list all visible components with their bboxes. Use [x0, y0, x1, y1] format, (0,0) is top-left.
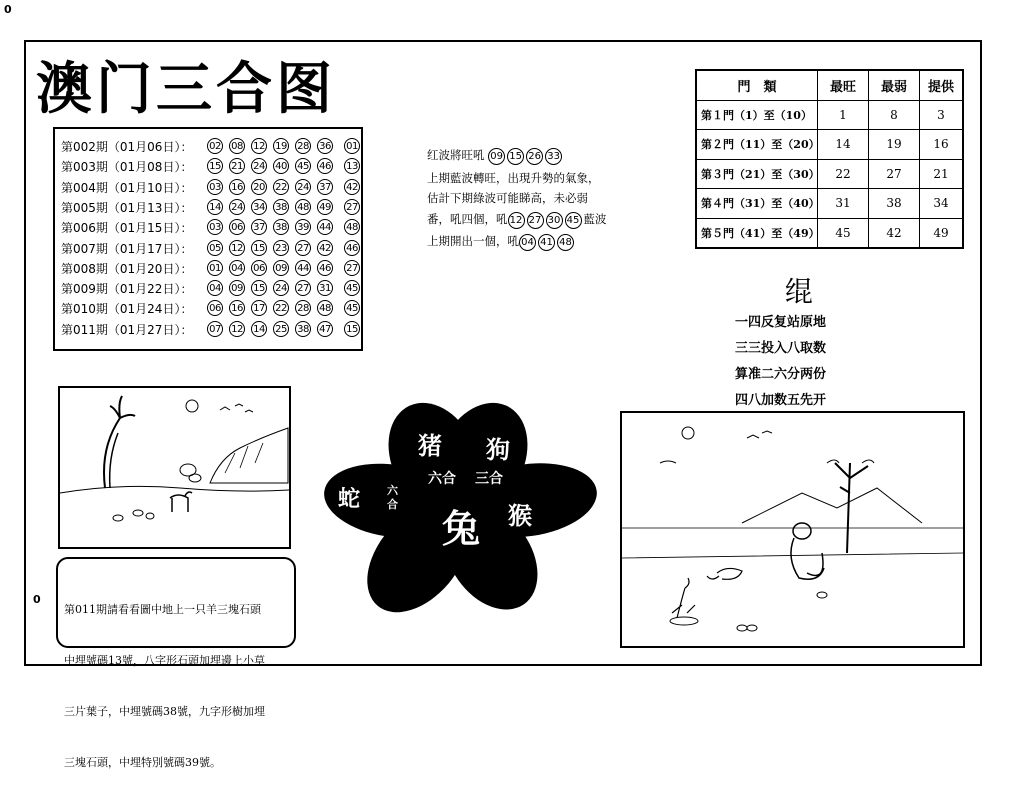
number-ball: 06 [229, 219, 245, 235]
commentary-ball: 09 [488, 148, 505, 165]
draw-label: 第008期（01月20日）： [61, 261, 193, 276]
number-ball: 19 [273, 138, 289, 154]
commentary-ball: 12 [508, 212, 525, 229]
special-ball: 01 [344, 138, 360, 154]
special-ball: 46 [344, 240, 360, 256]
number-ball: 06 [251, 260, 267, 276]
wave-commentary [427, 144, 607, 252]
corner-mark-left: 0 [33, 593, 41, 606]
number-ball: 04 [207, 280, 223, 296]
gate-value-cell: 3 [920, 100, 964, 130]
gate-value-cell: 31 [818, 189, 869, 219]
commentary-line-3: 估計下期綠波可能睇高，未必弱 [427, 191, 588, 205]
number-ball: 44 [295, 260, 311, 276]
gate-row [696, 100, 963, 130]
gate-row [696, 159, 963, 189]
number-ball: 02 [207, 138, 223, 154]
gate-value-cell: 8 [869, 100, 920, 130]
commentary-ball: 04 [519, 234, 536, 251]
zodiac-label-three: 三合 [475, 471, 503, 487]
commentary-line-4: 番，吼四個，吼 12 27 30 45 藍波 [427, 208, 607, 230]
special-ball: 42 [344, 179, 360, 195]
commentary-ball: 26 [526, 148, 543, 165]
special-ball: 13 [344, 158, 360, 174]
gate-value-cell: 16 [920, 130, 964, 160]
draw-label: 第005期（01月13日）： [61, 200, 193, 215]
poem-heading: 绲 [785, 275, 814, 308]
number-ball: 09 [273, 260, 289, 276]
draw-row [61, 240, 357, 258]
commentary-line-1: 红波將旺吼 09 15 26 33 [427, 144, 607, 168]
gate-value-cell: 27 [869, 159, 920, 189]
draw-label: 第007期（01月17日）： [61, 241, 193, 256]
note-line-4: 三塊石頭，中埋特別號碼39號。 [64, 756, 221, 769]
number-ball: 42 [317, 240, 333, 256]
number-ball: 23 [273, 240, 289, 256]
poem-line-3: 算准二六分两份 [735, 367, 827, 382]
number-ball: 07 [207, 321, 223, 337]
note-line-2: 中埋號碼13號，八字形石頭加埋邊上小草 [64, 654, 265, 667]
number-ball: 27 [295, 280, 311, 296]
number-ball: 48 [317, 300, 333, 316]
gate-header-cell: 門 類 [696, 70, 818, 100]
zodiac-snake: 蛇 [338, 487, 361, 512]
gate-value-cell: 49 [920, 218, 964, 248]
commentary-ball: 27 [527, 212, 544, 229]
gate-header-cell: 提供 [920, 70, 964, 100]
page-title: 澳门三合图 [36, 57, 336, 122]
draw-row [61, 199, 357, 217]
number-ball: 39 [295, 219, 311, 235]
special-ball: 48 [344, 219, 360, 235]
gate-table [695, 69, 964, 249]
number-ball: 36 [317, 138, 333, 154]
gate-row [696, 130, 963, 160]
gate-label-cell: 第３門（21）至（30） [696, 159, 818, 189]
number-ball: 15 [251, 240, 267, 256]
zodiac-rabbit: 兔 [442, 507, 481, 551]
number-ball: 45 [295, 158, 311, 174]
gate-value-cell: 22 [818, 159, 869, 189]
number-ball: 22 [273, 179, 289, 195]
gate-value-cell: 42 [869, 218, 920, 248]
zodiac-label-six: 六合 [428, 471, 456, 487]
number-ball: 38 [295, 321, 311, 337]
number-ball: 08 [229, 138, 245, 154]
draw-label: 第003期（01月08日）： [61, 160, 193, 175]
zodiac-flower [313, 388, 603, 608]
commentary-ball: 30 [546, 212, 563, 229]
zodiac-pig: 猪 [418, 432, 442, 460]
number-ball: 27 [295, 240, 311, 256]
special-ball: 27 [344, 199, 360, 215]
gate-value-cell: 38 [869, 189, 920, 219]
draw-label: 第010期（01月24日）： [61, 302, 193, 317]
draw-label: 第009期（01月22日）： [61, 282, 193, 297]
number-ball: 15 [251, 280, 267, 296]
note-line-3: 三片葉子，中埋號碼38號，九字形樹加埋 [64, 705, 265, 718]
commentary-ball: 33 [545, 148, 562, 165]
number-ball: 46 [317, 260, 333, 276]
number-ball: 12 [251, 138, 267, 154]
commentary-ball: 41 [538, 234, 555, 251]
note-line-1: 第011期請看看圖中地上一只羊三塊石頭 [64, 603, 261, 616]
gate-value-cell: 1 [818, 100, 869, 130]
draw-row [61, 179, 357, 197]
number-ball: 28 [295, 300, 311, 316]
draw-row [61, 300, 357, 318]
poem-line-2: 三三投入八取数 [735, 341, 827, 356]
number-ball: 21 [229, 158, 245, 174]
commentary-ball: 48 [557, 234, 574, 251]
draw-row [61, 219, 357, 237]
number-ball: 49 [317, 199, 333, 215]
special-ball: 15 [344, 321, 360, 337]
special-ball: 27 [344, 260, 360, 276]
number-ball: 06 [207, 300, 223, 316]
number-ball: 16 [229, 179, 245, 195]
number-ball: 34 [251, 199, 267, 215]
number-ball: 16 [229, 300, 245, 316]
number-ball: 47 [317, 321, 333, 337]
gate-value-cell: 45 [818, 218, 869, 248]
special-ball: 45 [344, 280, 360, 296]
goat-scene-drawing [60, 388, 289, 547]
commentary-ball: 15 [507, 148, 524, 165]
draw-label: 第002期（01月06日）： [61, 140, 193, 154]
number-ball: 48 [295, 199, 311, 215]
number-ball: 12 [229, 321, 245, 337]
number-ball: 15 [207, 158, 223, 174]
draw-row [61, 260, 357, 278]
monkey-scene-drawing [622, 413, 963, 646]
number-ball: 38 [273, 219, 289, 235]
number-ball: 44 [317, 219, 333, 235]
number-ball: 04 [229, 260, 245, 276]
number-ball: 01 [207, 260, 223, 276]
number-ball: 12 [229, 240, 245, 256]
hint-note [56, 557, 296, 769]
monkey-illustration [620, 411, 965, 648]
number-ball: 14 [251, 321, 267, 337]
commentary-ball: 45 [565, 212, 582, 229]
gate-header-cell: 最旺 [818, 70, 869, 100]
number-ball: 38 [273, 199, 289, 215]
number-ball: 46 [317, 158, 333, 174]
draw-row [61, 321, 357, 339]
number-ball: 24 [273, 280, 289, 296]
gate-label-cell: 第４門（31）至（40） [696, 189, 818, 219]
gate-label-cell: 第１門（1）至（10） [696, 100, 818, 130]
draw-row [61, 158, 357, 176]
draw-label: 第006期（01月15日）： [61, 221, 193, 236]
commentary-line-5: 上期開出一個，吼 04 41 48 [427, 230, 607, 252]
number-ball: 31 [317, 280, 333, 296]
number-ball: 14 [207, 199, 223, 215]
draw-row [61, 138, 357, 156]
gate-label-cell: 第５門（41）至（49） [696, 218, 818, 248]
gate-value-cell: 21 [920, 159, 964, 189]
gate-row [696, 218, 963, 248]
draw-row [61, 280, 357, 298]
number-ball: 24 [229, 199, 245, 215]
gate-table-wrap [695, 69, 964, 249]
number-ball: 37 [251, 219, 267, 235]
gate-value-cell: 19 [869, 130, 920, 160]
gate-header-cell: 最弱 [869, 70, 920, 100]
number-ball: 24 [295, 179, 311, 195]
poem-line-1: 一四反复站原地 [735, 315, 827, 330]
number-ball: 05 [207, 240, 223, 256]
zodiac-dog: 狗 [486, 436, 510, 464]
gate-value-cell: 34 [920, 189, 964, 219]
number-ball: 20 [251, 179, 267, 195]
special-ball: 45 [344, 300, 360, 316]
draw-history-panel [53, 127, 363, 351]
number-ball: 09 [229, 280, 245, 296]
number-ball: 03 [207, 219, 223, 235]
number-ball: 17 [251, 300, 267, 316]
number-ball: 40 [273, 158, 289, 174]
number-ball: 24 [251, 158, 267, 174]
draw-label: 第011期（01月27日）： [61, 322, 193, 337]
number-ball: 25 [273, 321, 289, 337]
zodiac-monkey: 猴 [508, 502, 532, 530]
gate-label-cell: 第２門（11）至（20） [696, 130, 818, 160]
poem-line-4: 四八加数五先开 [735, 393, 827, 408]
gate-row [696, 189, 963, 219]
gate-value-cell: 14 [818, 130, 869, 160]
number-ball: 22 [273, 300, 289, 316]
zodiac-snake-sub: 六合 [387, 484, 398, 511]
goat-illustration [58, 386, 291, 549]
number-ball: 37 [317, 179, 333, 195]
number-ball: 03 [207, 179, 223, 195]
number-ball: 28 [295, 138, 311, 154]
draw-label: 第004期（01月10日）： [61, 180, 193, 195]
corner-mark-top: 0 [4, 3, 12, 16]
commentary-line-2: 上期藍波轉旺，出現升勢的氣象， [427, 171, 600, 185]
